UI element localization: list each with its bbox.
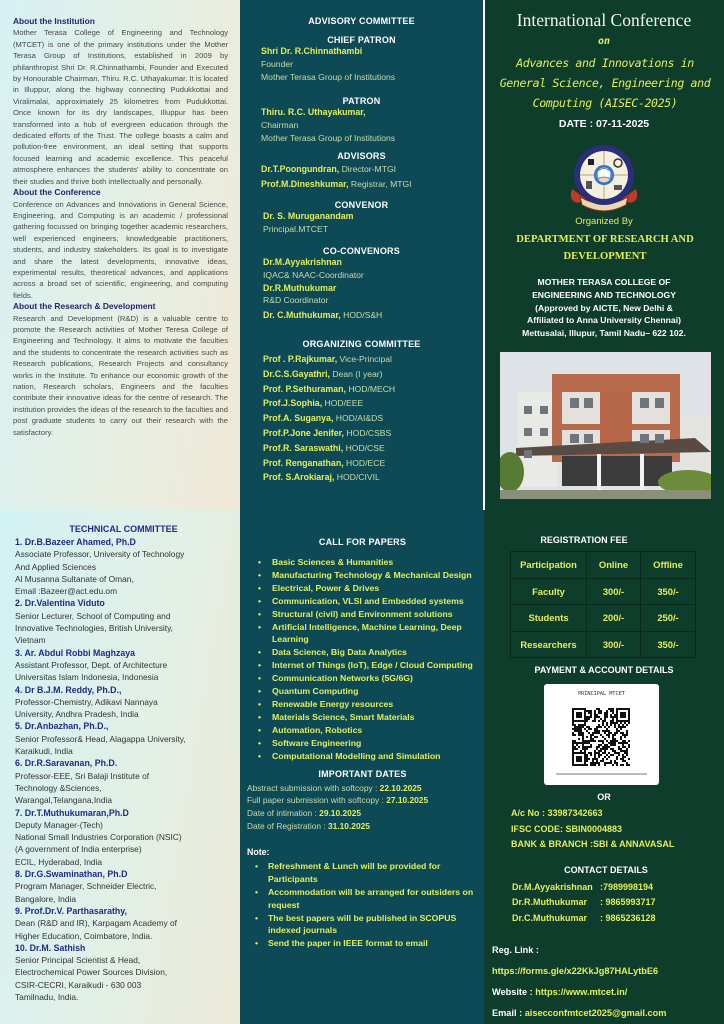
tc-member-detail: Senior Lecturer, School of Computing and bbox=[15, 610, 171, 621]
cfp-topic: • Electrical, Power & Drives bbox=[264, 582, 478, 595]
tc-member-name: 4. Dr B.J.M. Reddy, Ph.D., bbox=[15, 684, 122, 695]
tc-member-detail: Higher Education, Coimbatore, India. bbox=[15, 930, 153, 941]
organizing-member bbox=[263, 366, 476, 381]
date-value: 31.10.2025 bbox=[328, 821, 370, 832]
tc-member-detail: Assistant Professor, Dept. of Architecture bbox=[15, 659, 168, 670]
about-conference-text: Conference on Advances and Innovations in General Science, Engineering, and Computing is an academic / professional gathering focussed on bringing together academic researchers, well experienced engineers, knowledgeable practitioners, students, and industry stakeholders. Its goal is to investigate and share the latest developments, innovative ideas, experimental results, theoretical advances, and applications across a broad set of scientific, engineering, and computing fields. bbox=[13, 199, 228, 300]
fee-cell: Researchers bbox=[511, 631, 587, 658]
cfp-topic: • Basic Sciences & Humanities bbox=[264, 556, 478, 569]
email-label: Email : bbox=[492, 1008, 525, 1018]
date-value: 27.10.2025 bbox=[386, 795, 429, 806]
organizing-member bbox=[263, 395, 476, 410]
organizing-member-role: HOD/MECH bbox=[345, 383, 396, 394]
patron-name: Thiru. R.C. Uthayakumar, bbox=[261, 107, 366, 118]
college-line: Affiliated to Anna University Chennai) bbox=[527, 315, 681, 326]
patron-role: Chairman bbox=[261, 120, 299, 131]
advisor-name: Dr.T.Poongundran, bbox=[261, 163, 340, 174]
important-date bbox=[247, 820, 478, 833]
fee-cell: Faculty bbox=[511, 578, 587, 605]
organizing-member-name: Dr.C.S.Gayathri, bbox=[263, 368, 330, 379]
date-label: Date of Registration : bbox=[247, 821, 328, 832]
convenor-name: Dr. S. Muruganandam bbox=[263, 211, 354, 222]
chief-patron-role: Founder bbox=[261, 58, 294, 69]
fee-row bbox=[511, 605, 696, 632]
organizing-list bbox=[261, 351, 476, 484]
payment-or: OR bbox=[597, 792, 611, 802]
cfp-topic: • Structural (civil) and Environment solutions bbox=[264, 608, 478, 621]
note-item: • Accommodation will be arranged for outsiders on request bbox=[261, 886, 478, 912]
advisors-heading: ADVISORS bbox=[337, 150, 386, 161]
advisor-role: Registrar, MTGI bbox=[348, 178, 412, 189]
important-dates-title: IMPORTANT DATES bbox=[318, 768, 407, 779]
account-number: A/c No : 33987342663 bbox=[511, 808, 603, 818]
important-date bbox=[247, 794, 478, 807]
organizing-member-role: HOD/CIVIL bbox=[334, 472, 380, 483]
cfp-topic-list bbox=[247, 556, 478, 763]
right-panel bbox=[484, 0, 724, 1024]
fee-header-cell: Offline bbox=[641, 552, 696, 579]
organizing-member-name: Prof.P.Jone Jenifer, bbox=[263, 427, 344, 438]
advisor-item bbox=[261, 176, 476, 191]
college-line: Mettusalai, Illupur, Tamil Nadu– 622 102. bbox=[522, 328, 686, 339]
organizing-member bbox=[263, 455, 476, 470]
organizing-heading: ORGANIZING COMMITTEE bbox=[302, 338, 421, 349]
advisory-title: ADVISORY COMMITTEE bbox=[308, 16, 415, 26]
contact-phone: :7989998194 bbox=[600, 882, 654, 892]
about-panel bbox=[0, 0, 240, 510]
tc-member-detail: Universitas Islam Indonesia, Indonesia bbox=[15, 672, 159, 683]
tc-member-name: 10. Dr.M. Sathish bbox=[15, 942, 86, 953]
tc-member-name: 3. Ar. Abdul Robbi Maghzaya bbox=[15, 647, 136, 658]
tc-member-detail: Electrochemical Power Sources Division, bbox=[15, 967, 168, 978]
tc-member-detail: Tamilnadu, India. bbox=[15, 991, 79, 1002]
date-value: 22.10.2025 bbox=[379, 782, 422, 793]
call-for-papers-section bbox=[240, 512, 484, 1024]
tc-member-detail: ECIL, Hyderabad, India bbox=[15, 856, 103, 867]
cfp-title: CALL FOR PAPERS bbox=[318, 537, 407, 547]
cfp-topic: • Internet of Things (IoT), Edge / Cloud Computing bbox=[264, 659, 478, 672]
co-convenor-role: R&D Coordinator bbox=[263, 295, 329, 306]
college-address bbox=[488, 276, 720, 340]
co-convenor-role: IQAC& NAAC-Coordinator bbox=[263, 269, 364, 280]
fee-cell: Students bbox=[511, 605, 587, 632]
tc-member-detail: Associate Professor, University of Technology bbox=[15, 549, 185, 560]
organizing-member-name: Prof.A. Suganya, bbox=[263, 413, 334, 424]
organizing-member-role: HOD/ECE bbox=[343, 457, 386, 468]
about-rd-text: Research and Development (R&D) is a valuable centre to promote the Research activities of Mother Teresa College of Engineering and Technology. It aims to motivate the faculties and the students to concentrate the research activities such as Research publications, Research Projects and consultancy works in the Institute. To enhance our economic growth of the nation, Research scholars, Engineers and the faculties contribute their innovative ideas for the centre of research. The institution provides the ideas of the research to the faculties and post graduate students to carry out their research with the satisfactory. bbox=[13, 313, 228, 437]
cfp-topic: • Computational Modelling and Simulation bbox=[264, 750, 478, 763]
chief-patron-name: Shri Dr. R.Chinnathambi bbox=[261, 46, 363, 56]
organizing-member-role: Dean (I year) bbox=[329, 368, 383, 379]
fee-cell: 350/- bbox=[641, 578, 696, 605]
tc-member-detail: Program Manager, Schneider Electric, bbox=[15, 881, 157, 892]
fee-header-row bbox=[511, 552, 696, 579]
conference-on: on bbox=[597, 36, 611, 47]
fee-cell: 200/- bbox=[587, 605, 641, 632]
date-label: Abstract submission with softcopy : bbox=[247, 782, 380, 793]
fee-cell: 250/- bbox=[641, 605, 696, 632]
tc-member-name: 6. Dr.R.Saravanan, Ph.D. bbox=[15, 758, 118, 769]
department-name: DEPARTMENT OF RESEARCH AND DEVELOPMENT bbox=[516, 234, 694, 262]
conference-date: DATE : 07-11-2025 bbox=[558, 118, 650, 130]
college-building-image bbox=[500, 352, 711, 499]
cfp-topic: • Artificial Intelligence, Machine Learning, Deep Learning bbox=[264, 621, 478, 647]
about-conference-title: About the Conference bbox=[13, 187, 101, 198]
date-label: Date of intimation : bbox=[247, 808, 320, 819]
organizing-member bbox=[263, 440, 476, 455]
fee-header-cell: Online bbox=[587, 552, 641, 579]
email-link[interactable]: aisecconfmtcet2025@gmail.com bbox=[524, 1008, 667, 1018]
advisor-name: Prof.M.Dineshkumar, bbox=[261, 178, 349, 189]
tc-member-detail: Dean (R&D and IR), Karpagam Academy of bbox=[15, 918, 177, 929]
tc-member-detail: CSIR-CECRI, Karaikudi - 630 003 bbox=[15, 979, 142, 990]
tc-member-name: 9. Prof.Dr.V. Parthasarathy, bbox=[15, 905, 127, 916]
cfp-topic: • Quantum Computing bbox=[264, 685, 478, 698]
contact-name: Dr.M.Ayyakrishnan bbox=[512, 882, 593, 892]
tc-member-detail: Senior Principal Scientist & Head, bbox=[15, 955, 141, 966]
chief-patron-org: Mother Terasa Group of Institutions bbox=[261, 71, 396, 82]
organizing-member-role: HOD/CSBS bbox=[344, 427, 392, 438]
tc-member-detail: Email :Bazeer@act.edu.om bbox=[15, 586, 118, 597]
technical-committee-panel bbox=[0, 510, 240, 1024]
technical-committee-list bbox=[15, 536, 232, 1003]
tc-member-detail: National Small Industries Corporation (NSIC) bbox=[15, 832, 182, 843]
registration-title: REGISTRATION FEE bbox=[540, 535, 628, 545]
note-item: • The best papers will be published in SCOPUS indexed journals bbox=[261, 912, 478, 938]
website-label: Website : bbox=[492, 987, 536, 997]
patron-heading: PATRON bbox=[342, 96, 381, 107]
payment-title: PAYMENT & ACCOUNT DETAILS bbox=[534, 665, 674, 675]
tc-member-detail: Professor-EEE, Sri Balaji Institute of bbox=[15, 770, 150, 781]
organizing-member-name: Prof . P.Rajkumar, bbox=[263, 353, 338, 364]
conference-title: International Conference bbox=[516, 10, 692, 30]
cfp-topic: • Renewable Energy resources bbox=[264, 698, 478, 711]
note-item: • Send the paper in IEEE format to email bbox=[261, 937, 478, 950]
tc-member-detail: Karaikudi, India bbox=[15, 746, 73, 757]
tc-member-detail: Deputy Manager-(Tech) bbox=[15, 819, 103, 830]
organized-by: Organized By bbox=[575, 216, 633, 227]
tc-member-detail: (A government of India enterprise) bbox=[15, 844, 142, 855]
column-divider bbox=[483, 0, 485, 510]
tc-member-name: 5. Dr.Anbazhan, Ph.D., bbox=[15, 721, 109, 732]
important-date bbox=[247, 807, 478, 820]
college-logo-icon bbox=[564, 139, 644, 215]
advisor-item bbox=[261, 161, 476, 176]
registration-fee-table bbox=[510, 551, 696, 658]
qr-label: PRINCIPAL MTCET bbox=[578, 691, 625, 697]
co-convenor-name: Dr.M.Ayyakrishnan bbox=[263, 256, 342, 267]
organizing-member-name: Prof. Renganathan, bbox=[263, 457, 344, 468]
organizing-member bbox=[263, 469, 476, 484]
reg-link-label: Reg. Link : bbox=[492, 945, 539, 955]
middle-panel bbox=[240, 0, 484, 1024]
convenor-heading: CONVENOR bbox=[334, 200, 389, 211]
contact-name: Dr.C.Muthukumar bbox=[512, 912, 588, 923]
cfp-topic: • Communication, VLSI and Embedded systems bbox=[264, 595, 478, 608]
organizing-member bbox=[263, 381, 476, 396]
contact-phone: : 9865993717 bbox=[600, 897, 656, 908]
contact-phone: : 9865236128 bbox=[600, 912, 656, 923]
organizing-member-role: Vice-Principal bbox=[337, 353, 392, 364]
organizing-member-name: Prof. S.Arokiaraj, bbox=[263, 472, 335, 483]
technical-committee-title: TECHNICAL COMMITTEE bbox=[69, 524, 178, 534]
fee-header-cell: Participation bbox=[511, 552, 587, 579]
date-value: 29.10.2025 bbox=[319, 808, 362, 819]
about-rd-title: About the Research & Development bbox=[13, 301, 156, 312]
date-label: Full paper submission with softcopy : bbox=[247, 795, 387, 806]
tc-member-name: 2. Dr.Valentina Viduto bbox=[15, 598, 105, 609]
tc-member-detail: Warangal,Telangana,India bbox=[15, 795, 112, 806]
organizing-member-role: HOD/CSE bbox=[343, 442, 385, 453]
co-convenors-list bbox=[261, 256, 476, 322]
tc-member-detail: Innovative Technologies, British University, bbox=[15, 623, 173, 634]
college-line: MOTHER TERASA COLLEGE OF bbox=[537, 277, 671, 287]
college-line: (Approved by AICTE, New Delhi & bbox=[535, 302, 673, 313]
fee-row bbox=[511, 631, 696, 658]
tc-member-detail: Senior Professor& Head, Alagappa University, bbox=[15, 733, 186, 744]
co-convenor-name: Dr.R.Muthukumar bbox=[263, 282, 337, 293]
co-convenor-item bbox=[263, 307, 476, 322]
website-link[interactable]: https://www.mtcet.in/ bbox=[535, 987, 628, 997]
reg-link[interactable]: https://forms.gle/x22KkJg87HALytbE6 bbox=[492, 966, 659, 976]
organizing-member bbox=[263, 410, 476, 425]
advisory-committee bbox=[240, 0, 484, 512]
co-convenor-role: HOD/S&H bbox=[340, 310, 383, 321]
conference-subtitle: Advances and Innovations in General Science, Engineering and Computing (AISEC-2025) bbox=[499, 56, 711, 110]
organizing-member-role: HOD/AI&DS bbox=[333, 413, 384, 424]
about-institution-title: About the Institution bbox=[13, 16, 95, 26]
important-date bbox=[247, 782, 478, 795]
college-line: ENGINEERING AND TECHNOLOGY bbox=[532, 289, 676, 300]
tc-member-detail: Bangalore, India bbox=[15, 893, 76, 904]
fee-cell: 300/- bbox=[587, 578, 641, 605]
organizing-member-name: Prof. P.Sethuraman, bbox=[263, 383, 346, 394]
note-title: Note: bbox=[247, 847, 270, 858]
advisor-role: Director-MTGI bbox=[339, 163, 397, 174]
fee-cell: 350/- bbox=[641, 631, 696, 658]
cfp-topic: • Communication Networks (5G/6G) bbox=[264, 672, 478, 685]
contact-name: Dr.R.Muthukumar bbox=[512, 897, 588, 908]
co-convenor-name: Dr. C.Muthukumar, bbox=[263, 310, 341, 321]
ifsc-code: IFSC CODE: SBIN0004883 bbox=[511, 823, 623, 834]
bank-branch: BANK & BRANCH :SBI & ANNAVASAL bbox=[511, 839, 675, 850]
cfp-topic: • Materials Science, Smart Materials bbox=[264, 711, 478, 724]
co-convenors-heading: CO-CONVENORS bbox=[323, 245, 400, 256]
tc-member-detail: Al Musanna Sultanate of Oman, bbox=[15, 573, 134, 584]
contact-title: CONTACT DETAILS bbox=[564, 865, 648, 875]
about-institution-text: Mother Terasa College of Engineering and Technology (MTCET) is one of the primary institutions under the Mother Terasa Group of Institutions, established in 2009 by philanthropist Shri Dr. R.Chinnathambi, Founder and Executed by Honourable Chairman, Thiru. R.C. Uthayakumar. It is located in Illuppur, along the highway connecting Pudukkottai and Viralimalai, approximately 25 kilometres from Pudukkottai. Once known for its dry landscapes, Illuppur has been transformed into a hub of evergreen education through the dedicated efforts of the Trust. The college boasts a calm and pollution-free environment, an ideal setting that supports focused learning and academic excellence. This peaceful atmosphere enhances the students' ability to concentrate on their studies and thrive both intellectually and personally. bbox=[13, 28, 228, 186]
fee-cell: 300/- bbox=[587, 631, 641, 658]
tc-member-name: 8. Dr.G.Swaminathan, Ph.D bbox=[15, 869, 128, 880]
tc-member-detail: Technology &Sciences, bbox=[15, 782, 102, 793]
convenor-role: Principal.MTCET bbox=[263, 224, 328, 235]
tc-member-detail: University, Andhra Pradesh, India bbox=[15, 709, 139, 720]
tc-member-name: 1. Dr.B.Bazeer Ahamed, Ph.D bbox=[15, 537, 136, 547]
chief-patron-heading: CHIEF PATRON bbox=[327, 35, 396, 45]
cfp-topic: • Software Engineering bbox=[264, 737, 478, 750]
organizing-member-name: Prof.R. Saraswathi, bbox=[263, 442, 344, 453]
notes-list bbox=[247, 860, 478, 950]
tc-member-name: 7. Dr.T.Muthukumaran,Ph.D bbox=[15, 807, 129, 818]
cfp-topic: • Automation, Robotics bbox=[264, 724, 478, 737]
patron-org: Mother Terasa Group of Institutions bbox=[261, 132, 396, 143]
fee-row bbox=[511, 578, 696, 605]
tc-member-detail: And Applied Sciences bbox=[15, 561, 97, 572]
organizing-member-role: HOD/EEE bbox=[322, 398, 364, 409]
tc-member-detail: Vietnam bbox=[15, 635, 46, 646]
organizing-member-name: Prof.J.Sophia, bbox=[263, 398, 323, 409]
tc-member-detail: Professor-Chemistry, Adikavi Nannaya bbox=[15, 696, 158, 707]
note-item: • Refreshment & Lunch will be provided for Participants bbox=[261, 860, 478, 886]
cfp-topic: • Data Science, Big Data Analytics bbox=[264, 646, 478, 659]
organizing-member bbox=[263, 351, 476, 366]
important-dates-list bbox=[247, 782, 478, 834]
cfp-topic: • Manufacturing Technology & Mechanical Design bbox=[264, 569, 478, 582]
organizing-member bbox=[263, 425, 476, 440]
